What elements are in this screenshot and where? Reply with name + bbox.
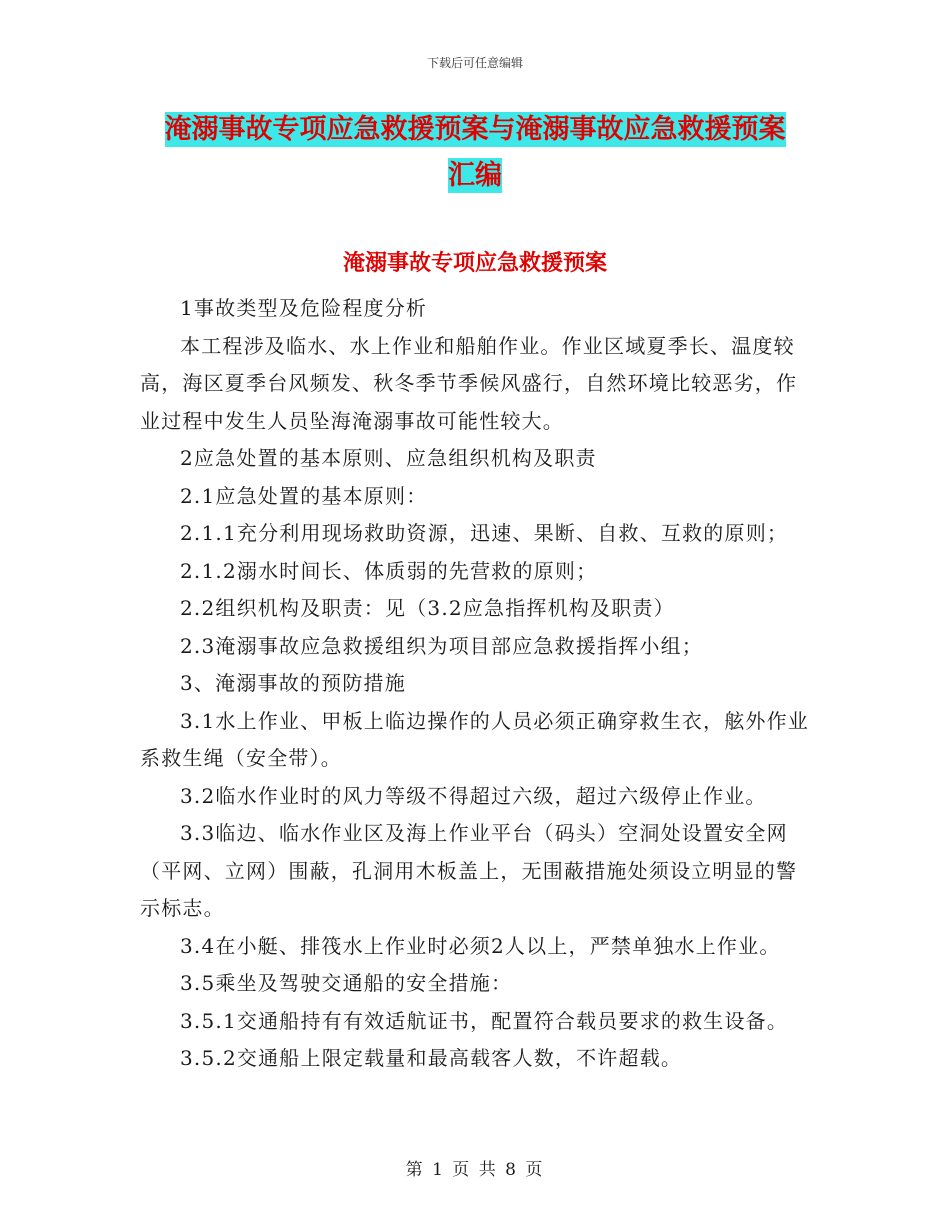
paragraph: 3.5乘坐及驾驶交通船的安全措施： xyxy=(180,971,513,995)
paragraph: 1事故类型及危险程度分析 xyxy=(180,296,428,320)
paragraph: 3.1水上作业、甲板上临边操作的人员必须正确穿救生衣，舷外作业系救生绳（安全带）。 xyxy=(140,708,810,770)
paragraph: 3.5.1交通船持有有效适航证书，配置符合载员要求的救生设备。 xyxy=(180,1008,789,1033)
section-title: 淹溺事故专项应急救援预案 xyxy=(342,250,607,276)
document-title xyxy=(0,108,950,198)
title-line-1: 淹溺事故专项应急救援预案与淹溺事故应急救援预案 xyxy=(164,114,786,145)
paragraph: 3.2临水作业时的风力等级不得超过六级，超过六级停止作业。 xyxy=(180,783,767,808)
header-note: 下载后可任意编辑 xyxy=(426,56,523,70)
paragraph: 2应急处置的基本原则、应急组织机构及职责 xyxy=(180,446,597,470)
page-footer: 第 1 页 共 8 页 xyxy=(405,1160,545,1180)
paragraph: 本工程涉及临水、水上作业和船舶作业。作业区域夏季长、温度较高，海区夏季台风频发、秋冬季节季候风盛行，自然环境比较恶劣，作业过程中发生人员坠海淹溺事故可能性较大。 xyxy=(140,333,798,433)
paragraph: 2.1应急处置的基本原则： xyxy=(180,483,428,508)
paragraph: 2.2组织机构及职责：见（3.2应急指挥机构及职责） xyxy=(180,596,675,620)
paragraph: 3.3临边、临水作业区及海上作业平台（码头）空洞处设置安全网（平网、立网）围蔽，孔洞用木板盖上，无围蔽措施处须设立明显的警示标志。 xyxy=(140,821,798,920)
body-text xyxy=(140,290,810,1078)
paragraph: 3.5.2交通船上限定载量和最高载客人数，不许超载。 xyxy=(180,1046,683,1070)
paragraph: 3、淹溺事故的预防措施 xyxy=(180,671,406,695)
paragraph: 2.3淹溺事故应急救援组织为项目部应急救援指挥小组； xyxy=(180,633,704,658)
paragraph: 2.1.1充分利用现场救助资源，迅速、果断、自救、互救的原则； xyxy=(180,521,789,545)
title-line-2: 汇编 xyxy=(448,160,502,191)
paragraph: 2.1.2溺水时间长、体质弱的先营救的原则； xyxy=(180,558,598,583)
paragraph: 3.4在小艇、排筏水上作业时必须2人以上，严禁单独水上作业。 xyxy=(180,933,781,958)
